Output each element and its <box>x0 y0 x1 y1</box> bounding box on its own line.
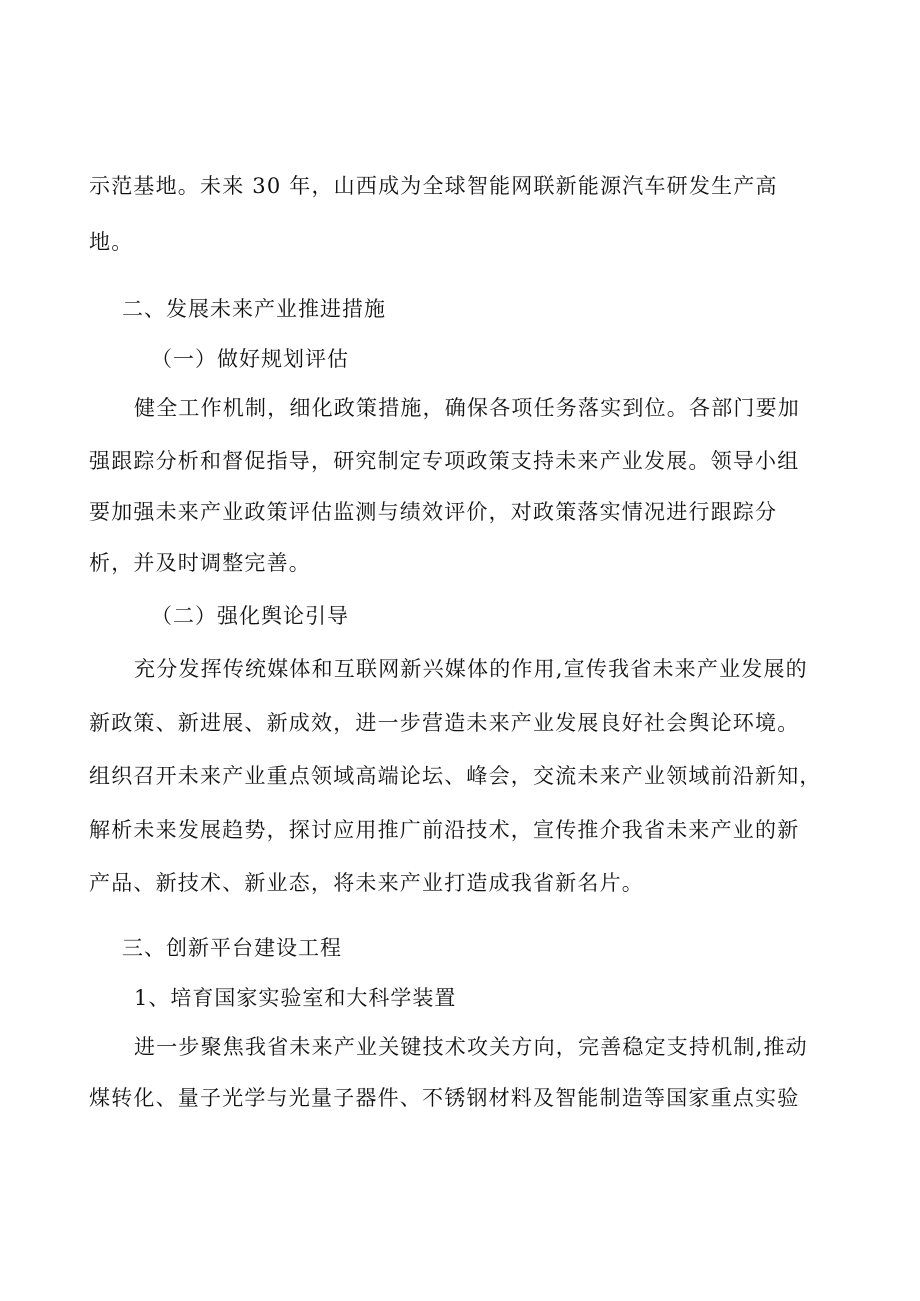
paragraph-line: 产品、新技术、新业态，将未来产业打造成我省新名片。 <box>89 871 644 895</box>
subsection-heading: 1、培育国家实验室和大科学装置 <box>134 986 457 1010</box>
section-heading: 三、创新平台建设工程 <box>122 936 342 960</box>
paragraph-line: 新政策、新进展、新成效，进一步营造未来产业发展良好社会舆论环境。 <box>89 711 800 735</box>
paragraph-line: 地。 <box>89 230 134 254</box>
subsection-heading: （一）做好规划评估 <box>151 347 349 371</box>
paragraph-line: 充分发挥传统媒体和互联网新兴媒体的作用,宣传我省未来产业发展的 <box>134 657 808 681</box>
paragraph-line: 要加强未来产业政策评估监测与绩效评价，对政策落实情况进行跟踪分 <box>89 500 778 524</box>
subsection-heading: （二）强化舆论引导 <box>151 604 349 628</box>
paragraph-line: 解析未来发展趋势，探讨应用推广前沿技术，宣传推介我省未来产业的新 <box>89 818 800 842</box>
paragraph-line: 示范基地。未来 30 年，山西成为全球智能网联新能源汽车研发生产高 <box>89 174 778 198</box>
paragraph-line: 进一步聚焦我省未来产业关键技术攻关方向，完善稳定支持机制,推动 <box>134 1035 808 1059</box>
paragraph-line: 健全工作机制，细化政策措施，确保各项任务落实到位。各部门要加 <box>134 396 800 420</box>
paragraph-line: 析，并及时调整完善。 <box>89 551 311 575</box>
paragraph-line: 强跟踪分析和督促指导，研究制定专项政策支持未来产业发展。领导小组 <box>89 449 800 473</box>
paragraph-line: 组织召开未来产业重点领域高端论坛、峰会，交流未来产业领域前沿新知， <box>89 764 822 788</box>
section-heading: 二、发展未来产业推进措施 <box>122 297 386 321</box>
paragraph-line: 煤转化、量子光学与光量子器件、不锈钢材料及智能制造等国家重点实验 <box>89 1086 800 1110</box>
